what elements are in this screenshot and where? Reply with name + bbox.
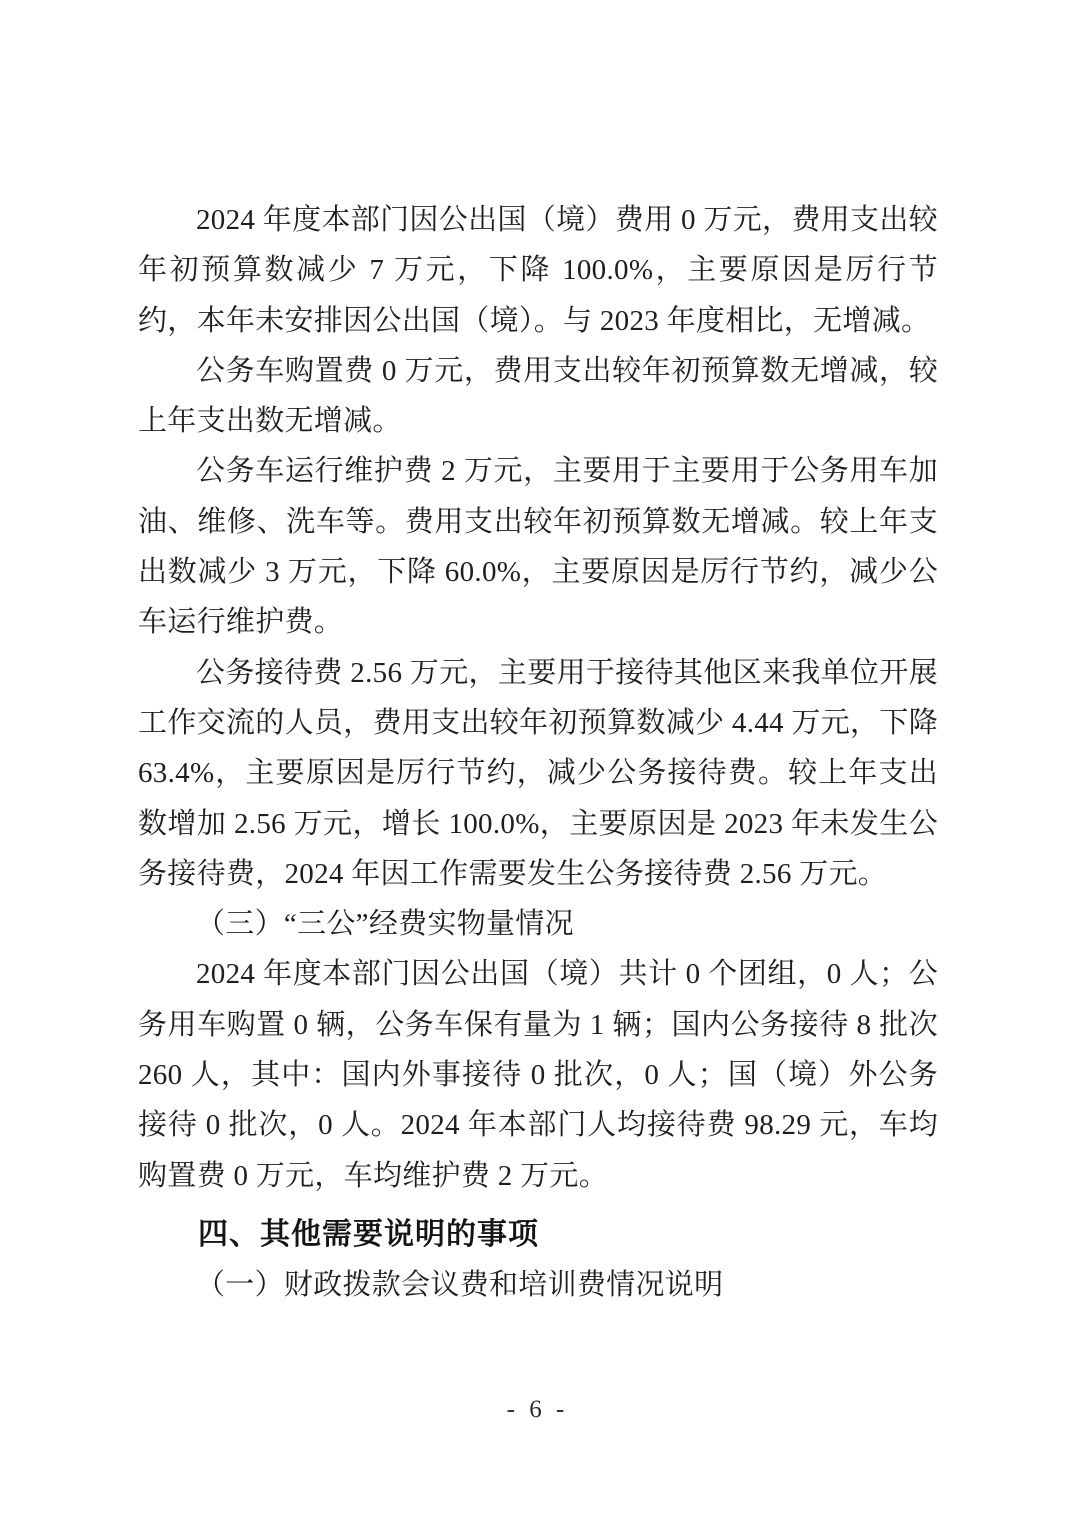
- document-content: [138, 195, 938, 1311]
- paragraph-vehicle-maintenance-expense: 公务车运行维护费 2 万元，主要用于主要用于公务用车加油、维修、洗车等。费用支出较年初预算数无增减。较上年支出数减少 3 万元，下降 60.0%，主要原因是厉行节约，减少公车运行维护费。: [138, 455, 938, 639]
- paragraph-physical-quantity-details: 2024 年度本部门因公出国（境）共计 0 个团组，0 人；公务用车购置 0 辆，公务车保有量为 1 辆；国内公务接待 8 批次 260 人，其中：国内外事接待 0 批次，0 人；国（境）外公务接待 0 批次，0 人。2024 年本部门人均接待费 98.29 元，车均购置费 0 万元，车均维护费 2 万元。: [138, 958, 938, 1192]
- page-footer: [0, 1396, 1075, 1424]
- paragraph-overseas-trip-expense: 2024 年度本部门因公出国（境）费用 0 万元，费用支出较年初预算数减少 7 万元，下降 100.0%，主要原因是厉行节约，本年未安排因公出国（境）。与 2023 年度相比，无增减。: [138, 204, 938, 337]
- page-number: - 6 -: [506, 1396, 569, 1423]
- heading-three-public-physical-quantity: （三）“三公”经费实物量情况: [196, 908, 574, 941]
- heading-other-matters: 四、其他需要说明的事项: [198, 1217, 539, 1251]
- paragraph-vehicle-purchase-expense: 公务车购置费 0 万元，费用支出较年初预算数无增减，较上年支出数无增减。: [138, 354, 938, 438]
- paragraph-official-reception-expense: 公务接待费 2.56 万元，主要用于接待其他区来我单位开展工作交流的人员，费用支出较年初预算数减少 4.44 万元，下降 63.4%，主要原因是厉行节约，减少公务接待费。较上年支出数增加 2.56 万元，增长 100.0%，主要原因是 2023 年未发生公务接待费，2024 年因工作需要发生公务接待费 2.56 万元。: [138, 656, 938, 890]
- heading-meeting-training-fee-note: （一）财政拨款会议费和培训费情况说明: [196, 1269, 724, 1302]
